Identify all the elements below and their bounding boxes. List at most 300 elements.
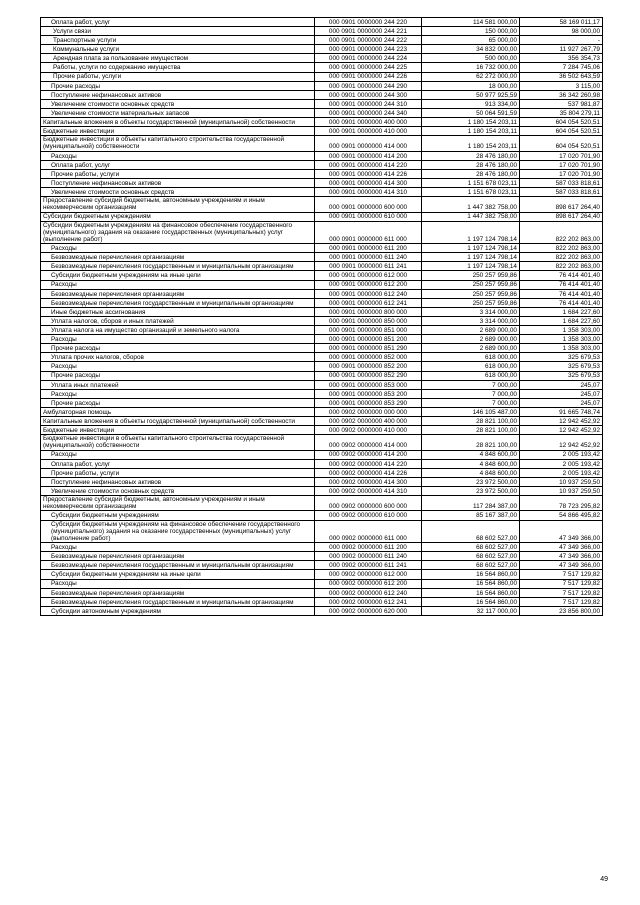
row-code-cell: 000 0901 0000000 853 290 xyxy=(315,398,422,407)
table-row xyxy=(41,253,603,262)
row-fact-cell: 604 054 520,51 xyxy=(520,127,603,136)
table-row xyxy=(41,570,603,579)
table-row xyxy=(41,371,603,380)
row-name-cell: Субсидии бюджетным учреждениям на финансовое обеспечение государственного (муниципального) задания на оказание государственных (муниципальных) услуг (выполнение работ) xyxy=(41,221,315,244)
row-code-cell: 000 0902 0000000 414 310 xyxy=(315,486,422,495)
row-fact-cell: 1 684 227,60 xyxy=(520,307,603,316)
row-plan-cell: 2 689 000,00 xyxy=(422,326,520,335)
row-plan-cell: 23 972 500,00 xyxy=(422,477,520,486)
row-code-cell: 000 0901 0000000 852 200 xyxy=(315,362,422,371)
row-plan-cell: 16 564 860,00 xyxy=(422,579,520,588)
row-code-cell: 000 0901 0000000 244 225 xyxy=(315,63,422,72)
row-name-cell: Оплата работ, услуг xyxy=(41,18,315,27)
row-code-cell: 000 0901 0000000 850 000 xyxy=(315,316,422,325)
row-fact-cell: 36 502 643,59 xyxy=(520,72,603,81)
row-code-cell: 000 0901 0000000 852 290 xyxy=(315,371,422,380)
row-name-cell: Амбулаторная помощь xyxy=(41,407,315,416)
table-row xyxy=(41,72,603,81)
row-plan-cell: 618 000,00 xyxy=(422,371,520,380)
row-plan-cell: 250 257 959,86 xyxy=(422,280,520,289)
row-code-cell: 000 0901 0000000 610 000 xyxy=(315,212,422,221)
row-code-cell: 000 0902 0000000 410 000 xyxy=(315,426,422,435)
row-plan-cell: 50 064 591,59 xyxy=(422,108,520,117)
row-fact-cell: 7 284 745,06 xyxy=(520,63,603,72)
table-row xyxy=(41,362,603,371)
table-row xyxy=(41,63,603,72)
row-plan-cell: 68 602 527,00 xyxy=(422,561,520,570)
table-row xyxy=(41,435,603,450)
table-body xyxy=(41,18,603,616)
table-row xyxy=(41,353,603,362)
row-name-cell: Безвозмездные перечисления организациям xyxy=(41,588,315,597)
row-code-cell: 000 0902 0000000 612 240 xyxy=(315,588,422,597)
row-code-cell: 000 0902 0000000 414 300 xyxy=(315,477,422,486)
row-fact-cell: 47 349 366,00 xyxy=(520,520,603,543)
row-fact-cell: 604 054 520,51 xyxy=(520,136,603,151)
row-plan-cell: 23 972 500,00 xyxy=(422,486,520,495)
row-fact-cell: 604 054 520,51 xyxy=(520,118,603,127)
row-code-cell: 000 0901 0000000 244 300 xyxy=(315,90,422,99)
row-name-cell: Субсидии бюджетным учреждениям на финансовое обеспечение государственного (муниципального) задания на оказание государственных (муниципальных) услуг (выполнение работ) xyxy=(41,520,315,543)
table-row xyxy=(41,468,603,477)
row-name-cell: Прочие расходы xyxy=(41,81,315,90)
row-plan-cell: 50 977 925,59 xyxy=(422,90,520,99)
row-name-cell: Увеличение стоимости материальных запасов xyxy=(41,108,315,117)
table-row xyxy=(41,108,603,117)
row-code-cell: 000 0901 0000000 852 000 xyxy=(315,353,422,362)
table-row xyxy=(41,18,603,27)
row-plan-cell: 250 257 959,86 xyxy=(422,271,520,280)
row-plan-cell: 1 180 154 203,11 xyxy=(422,127,520,136)
table-row xyxy=(41,579,603,588)
table-row xyxy=(41,459,603,468)
row-fact-cell: 12 942 452,92 xyxy=(520,416,603,425)
row-code-cell: 000 0901 0000000 853 000 xyxy=(315,380,422,389)
table-row xyxy=(41,136,603,151)
page-number: 49 xyxy=(600,876,608,883)
row-code-cell: 000 0901 0000000 244 290 xyxy=(315,81,422,90)
row-name-cell: Расходы xyxy=(41,579,315,588)
table-row xyxy=(41,426,603,435)
row-name-cell: Уплата иных платежей xyxy=(41,380,315,389)
table-row xyxy=(41,496,603,511)
row-fact-cell: 245,07 xyxy=(520,389,603,398)
row-fact-cell: 76 414 401,40 xyxy=(520,298,603,307)
row-plan-cell: 1 197 124 798,14 xyxy=(422,221,520,244)
row-name-cell: Бюджетные инвестиции в объекты капитального строительства государственной (муниципальной) собственности xyxy=(41,435,315,450)
row-fact-cell: 12 942 452,92 xyxy=(520,426,603,435)
row-code-cell: 000 0902 0000000 414 220 xyxy=(315,459,422,468)
row-fact-cell: 587 033 818,61 xyxy=(520,178,603,187)
row-name-cell: Капитальные вложения в объекты государственной (муниципальной) собственности xyxy=(41,118,315,127)
row-plan-cell: 250 257 959,86 xyxy=(422,289,520,298)
row-plan-cell: 28 476 180,00 xyxy=(422,160,520,169)
row-name-cell: Оплата работ, услуг xyxy=(41,459,315,468)
row-code-cell: 000 0901 0000000 611 200 xyxy=(315,244,422,253)
row-name-cell: Расходы xyxy=(41,389,315,398)
row-code-cell: 000 0902 0000000 620 000 xyxy=(315,606,422,615)
row-fact-cell: 3 115,00 xyxy=(520,81,603,90)
row-fact-cell: 2 005 193,42 xyxy=(520,450,603,459)
row-plan-cell: 150 000,00 xyxy=(422,27,520,36)
row-code-cell: 000 0901 0000000 612 241 xyxy=(315,298,422,307)
row-plan-cell: 68 602 527,00 xyxy=(422,552,520,561)
row-code-cell: 000 0901 0000000 414 226 xyxy=(315,169,422,178)
row-plan-cell: 28 821 100,00 xyxy=(422,416,520,425)
row-code-cell: 000 0901 0000000 244 340 xyxy=(315,108,422,117)
row-name-cell: Расходы xyxy=(41,151,315,160)
table-row xyxy=(41,221,603,244)
row-name-cell: Субсидии автономным учреждениям xyxy=(41,606,315,615)
row-code-cell: 000 0902 0000000 000 000 xyxy=(315,407,422,416)
table-row xyxy=(41,244,603,253)
row-plan-cell: 618 000,00 xyxy=(422,362,520,371)
row-name-cell: Оплата работ, услуг xyxy=(41,160,315,169)
row-code-cell: 000 0901 0000000 851 200 xyxy=(315,335,422,344)
row-fact-cell: 7 517 129,82 xyxy=(520,579,603,588)
table-row xyxy=(41,520,603,543)
row-code-cell: 000 0901 0000000 853 200 xyxy=(315,389,422,398)
row-name-cell: Безвозмездные перечисления организациям xyxy=(41,253,315,262)
table-row xyxy=(41,90,603,99)
row-code-cell: 000 0901 0000000 611 240 xyxy=(315,253,422,262)
row-plan-cell: 4 848 600,00 xyxy=(422,468,520,477)
row-code-cell: 000 0901 0000000 244 223 xyxy=(315,45,422,54)
budget-execution-table xyxy=(40,17,603,616)
row-fact-cell: 822 202 863,00 xyxy=(520,262,603,271)
table-row xyxy=(41,416,603,425)
row-fact-cell: 76 414 401,40 xyxy=(520,289,603,298)
table-row xyxy=(41,326,603,335)
table-row xyxy=(41,407,603,416)
row-fact-cell: 822 202 863,00 xyxy=(520,221,603,244)
row-name-cell: Работы, услуги по содержанию имущества xyxy=(41,63,315,72)
table-row xyxy=(41,316,603,325)
row-code-cell: 000 0901 0000000 800 000 xyxy=(315,307,422,316)
row-code-cell: 000 0901 0000000 612 000 xyxy=(315,271,422,280)
row-plan-cell: 1 180 154 203,11 xyxy=(422,136,520,151)
row-name-cell: Безвозмездные перечисления организациям xyxy=(41,289,315,298)
table-row xyxy=(41,169,603,178)
row-fact-cell: 23 856 800,00 xyxy=(520,606,603,615)
row-fact-cell: - xyxy=(520,36,603,45)
row-fact-cell: 325 679,53 xyxy=(520,371,603,380)
row-code-cell: 000 0902 0000000 600 000 xyxy=(315,496,422,511)
row-name-cell: Коммунальные услуги xyxy=(41,45,315,54)
row-name-cell: Прочие расходы xyxy=(41,398,315,407)
row-name-cell: Поступление нефинансовых активов xyxy=(41,90,315,99)
row-code-cell: 000 0901 0000000 244 224 xyxy=(315,54,422,63)
row-fact-cell: 17 020 701,90 xyxy=(520,169,603,178)
row-name-cell: Капитальные вложения в объекты государственной (муниципальной) собственности xyxy=(41,416,315,425)
row-code-cell: 000 0902 0000000 612 241 xyxy=(315,597,422,606)
row-code-cell: 000 0901 0000000 612 200 xyxy=(315,280,422,289)
row-plan-cell: 28 821 100,00 xyxy=(422,426,520,435)
row-plan-cell: 1 447 382 758,00 xyxy=(422,212,520,221)
row-name-cell: Прочие работы, услуги xyxy=(41,468,315,477)
row-code-cell: 000 0901 0000000 244 226 xyxy=(315,72,422,81)
row-name-cell: Арендная плата за пользование имуществом xyxy=(41,54,315,63)
row-name-cell: Субсидии бюджетным учреждениям на иные цели xyxy=(41,570,315,579)
row-name-cell: Прочие расходы xyxy=(41,344,315,353)
row-fact-cell: 537 981,87 xyxy=(520,99,603,108)
table-row xyxy=(41,486,603,495)
row-fact-cell: 325 679,53 xyxy=(520,353,603,362)
row-fact-cell: 76 414 401,40 xyxy=(520,271,603,280)
table-row xyxy=(41,335,603,344)
row-name-cell: Расходы xyxy=(41,335,315,344)
row-plan-cell: 32 117 000,00 xyxy=(422,606,520,615)
row-fact-cell: 17 020 701,90 xyxy=(520,160,603,169)
row-name-cell: Поступление нефинансовых активов xyxy=(41,178,315,187)
row-code-cell: 000 0901 0000000 414 220 xyxy=(315,160,422,169)
row-fact-cell: 47 349 366,00 xyxy=(520,561,603,570)
table-row xyxy=(41,54,603,63)
row-plan-cell: 68 602 527,00 xyxy=(422,543,520,552)
row-name-cell: Бюджетные инвестиции xyxy=(41,127,315,136)
row-code-cell: 000 0902 0000000 414 000 xyxy=(315,435,422,450)
row-fact-cell: 245,07 xyxy=(520,398,603,407)
table-row xyxy=(41,197,603,212)
row-name-cell: Субсидии бюджетным учреждениям на иные цели xyxy=(41,271,315,280)
row-plan-cell: 618 000,00 xyxy=(422,353,520,362)
row-code-cell: 000 0901 0000000 611 000 xyxy=(315,221,422,244)
row-plan-cell: 1 197 124 798,14 xyxy=(422,253,520,262)
row-code-cell: 000 0901 0000000 244 310 xyxy=(315,99,422,108)
row-name-cell: Предоставление субсидий бюджетным, автономным учреждениям и иным некоммерческим организациям xyxy=(41,197,315,212)
row-plan-cell: 68 602 527,00 xyxy=(422,520,520,543)
table-row xyxy=(41,344,603,353)
row-plan-cell: 65 000,00 xyxy=(422,36,520,45)
row-fact-cell: 822 202 863,00 xyxy=(520,244,603,253)
row-name-cell: Расходы xyxy=(41,543,315,552)
row-code-cell: 000 0901 0000000 611 241 xyxy=(315,262,422,271)
row-code-cell: 000 0901 0000000 851 290 xyxy=(315,344,422,353)
row-plan-cell: 1 151 678 023,11 xyxy=(422,178,520,187)
row-fact-cell: 91 665 748,74 xyxy=(520,407,603,416)
row-name-cell: Увеличение стоимости основных средств xyxy=(41,99,315,108)
row-name-cell: Уплата прочих налогов, сборов xyxy=(41,353,315,362)
row-fact-cell: 1 684 227,60 xyxy=(520,316,603,325)
row-plan-cell: 1 180 154 203,11 xyxy=(422,118,520,127)
table-row xyxy=(41,151,603,160)
row-fact-cell: 7 517 129,82 xyxy=(520,597,603,606)
report-page xyxy=(40,17,602,616)
row-name-cell: Безвозмездные перечисления государственным и муниципальным организациям xyxy=(41,561,315,570)
row-code-cell: 000 0902 0000000 414 200 xyxy=(315,450,422,459)
row-code-cell: 000 0902 0000000 611 200 xyxy=(315,543,422,552)
row-fact-cell: 36 342 260,98 xyxy=(520,90,603,99)
row-fact-cell: 11 927 267,79 xyxy=(520,45,603,54)
row-name-cell: Безвозмездные перечисления организациям xyxy=(41,552,315,561)
row-name-cell: Бюджетные инвестиции в объекты капитального строительства государственной (муниципальной) собственности xyxy=(41,136,315,151)
table-row xyxy=(41,262,603,271)
table-row xyxy=(41,280,603,289)
row-plan-cell: 7 000,00 xyxy=(422,380,520,389)
row-plan-cell: 114 581 000,00 xyxy=(422,18,520,27)
table-row xyxy=(41,398,603,407)
table-row xyxy=(41,27,603,36)
row-plan-cell: 28 476 180,00 xyxy=(422,169,520,178)
row-fact-cell: 10 937 259,50 xyxy=(520,486,603,495)
row-code-cell: 000 0901 0000000 400 000 xyxy=(315,118,422,127)
row-plan-cell: 4 848 600,00 xyxy=(422,450,520,459)
row-plan-cell: 1 197 124 798,14 xyxy=(422,244,520,253)
row-name-cell: Иные бюджетные ассигнования xyxy=(41,307,315,316)
row-fact-cell: 898 617 264,40 xyxy=(520,212,603,221)
table-row xyxy=(41,380,603,389)
row-code-cell: 000 0901 0000000 244 222 xyxy=(315,36,422,45)
row-plan-cell: 1 151 678 023,11 xyxy=(422,188,520,197)
row-fact-cell: 98 000,00 xyxy=(520,27,603,36)
row-code-cell: 000 0902 0000000 610 000 xyxy=(315,511,422,520)
row-fact-cell: 325 679,53 xyxy=(520,362,603,371)
table-row xyxy=(41,307,603,316)
row-fact-cell: 7 517 129,82 xyxy=(520,588,603,597)
table-row xyxy=(41,118,603,127)
table-row xyxy=(41,212,603,221)
row-fact-cell: 58 169 011,17 xyxy=(520,18,603,27)
row-fact-cell: 17 020 701,90 xyxy=(520,151,603,160)
row-plan-cell: 16 564 860,00 xyxy=(422,588,520,597)
row-plan-cell: 117 284 387,00 xyxy=(422,496,520,511)
row-code-cell: 000 0901 0000000 244 220 xyxy=(315,18,422,27)
row-fact-cell: 2 005 193,42 xyxy=(520,468,603,477)
row-plan-cell: 1 447 382 758,00 xyxy=(422,197,520,212)
row-name-cell: Бюджетные инвестиции xyxy=(41,426,315,435)
row-name-cell: Прочие работы, услуги xyxy=(41,169,315,178)
table-row xyxy=(41,389,603,398)
row-fact-cell: 1 358 303,00 xyxy=(520,326,603,335)
row-name-cell: Безвозмездные перечисления государственным и муниципальным организациям xyxy=(41,597,315,606)
row-plan-cell: 3 314 000,00 xyxy=(422,316,520,325)
row-name-cell: Субсидии бюджетным учреждениям xyxy=(41,212,315,221)
row-name-cell: Уплата налога на имущество организаций и земельного налога xyxy=(41,326,315,335)
row-plan-cell: 62 272 000,00 xyxy=(422,72,520,81)
table-row xyxy=(41,36,603,45)
row-name-cell: Безвозмездные перечисления государственным и муниципальным организациям xyxy=(41,262,315,271)
row-code-cell: 000 0902 0000000 414 226 xyxy=(315,468,422,477)
table-row xyxy=(41,588,603,597)
row-name-cell: Транспортные услуги xyxy=(41,36,315,45)
row-fact-cell: 78 723 295,82 xyxy=(520,496,603,511)
row-fact-cell: 1 358 303,00 xyxy=(520,335,603,344)
row-code-cell: 000 0901 0000000 600 000 xyxy=(315,197,422,212)
row-name-cell: Прочие расходы xyxy=(41,371,315,380)
table-row xyxy=(41,160,603,169)
row-code-cell: 000 0901 0000000 410 000 xyxy=(315,127,422,136)
row-plan-cell: 3 314 000,00 xyxy=(422,307,520,316)
row-code-cell: 000 0902 0000000 612 200 xyxy=(315,579,422,588)
row-plan-cell: 7 000,00 xyxy=(422,389,520,398)
table-row xyxy=(41,188,603,197)
row-code-cell: 000 0902 0000000 612 000 xyxy=(315,570,422,579)
row-name-cell: Расходы xyxy=(41,280,315,289)
table-row xyxy=(41,45,603,54)
row-name-cell: Прочие работы, услуги xyxy=(41,72,315,81)
row-code-cell: 000 0902 0000000 611 240 xyxy=(315,552,422,561)
row-fact-cell: 76 414 401,40 xyxy=(520,280,603,289)
table-row xyxy=(41,178,603,187)
row-plan-cell: 16 564 860,00 xyxy=(422,570,520,579)
row-plan-cell: 913 334,00 xyxy=(422,99,520,108)
row-plan-cell: 34 832 000,00 xyxy=(422,45,520,54)
row-name-cell: Расходы xyxy=(41,450,315,459)
row-fact-cell: 2 005 193,42 xyxy=(520,459,603,468)
table-row xyxy=(41,81,603,90)
row-name-cell: Безвозмездные перечисления государственным и муниципальным организациям xyxy=(41,298,315,307)
row-code-cell: 000 0901 0000000 851 000 xyxy=(315,326,422,335)
row-name-cell: Уплата налогов, сборов и иных платежей xyxy=(41,316,315,325)
row-fact-cell: 12 942 452,92 xyxy=(520,435,603,450)
row-code-cell: 000 0901 0000000 414 200 xyxy=(315,151,422,160)
row-fact-cell: 587 033 818,61 xyxy=(520,188,603,197)
row-name-cell: Услуги связи xyxy=(41,27,315,36)
row-plan-cell: 1 197 124 798,14 xyxy=(422,262,520,271)
table-row xyxy=(41,561,603,570)
row-plan-cell: 500 000,00 xyxy=(422,54,520,63)
row-name-cell: Поступление нефинансовых активов xyxy=(41,477,315,486)
row-plan-cell: 2 689 000,00 xyxy=(422,335,520,344)
row-name-cell: Увеличение стоимости основных средств xyxy=(41,188,315,197)
row-plan-cell: 146 105 487,00 xyxy=(422,407,520,416)
row-plan-cell: 250 257 959,86 xyxy=(422,298,520,307)
row-fact-cell: 54 866 495,82 xyxy=(520,511,603,520)
row-plan-cell: 16 732 000,00 xyxy=(422,63,520,72)
row-plan-cell: 7 000,00 xyxy=(422,398,520,407)
row-fact-cell: 47 349 366,00 xyxy=(520,552,603,561)
row-plan-cell: 85 167 387,00 xyxy=(422,511,520,520)
row-code-cell: 000 0902 0000000 400 000 xyxy=(315,416,422,425)
row-plan-cell: 4 848 600,00 xyxy=(422,459,520,468)
table-row xyxy=(41,477,603,486)
row-fact-cell: 822 202 863,00 xyxy=(520,253,603,262)
row-fact-cell: 245,07 xyxy=(520,380,603,389)
table-row xyxy=(41,298,603,307)
row-code-cell: 000 0902 0000000 611 241 xyxy=(315,561,422,570)
row-code-cell: 000 0902 0000000 611 000 xyxy=(315,520,422,543)
row-fact-cell: 356 354,73 xyxy=(520,54,603,63)
row-plan-cell: 28 476 180,00 xyxy=(422,151,520,160)
table-row xyxy=(41,606,603,615)
row-fact-cell: 47 349 366,00 xyxy=(520,543,603,552)
table-row xyxy=(41,543,603,552)
row-code-cell: 000 0901 0000000 414 300 xyxy=(315,178,422,187)
row-name-cell: Предоставление субсидий бюджетным, автономным учреждениям и иным некоммерческим организациям xyxy=(41,496,315,511)
row-code-cell: 000 0901 0000000 414 310 xyxy=(315,188,422,197)
row-code-cell: 000 0901 0000000 244 221 xyxy=(315,27,422,36)
row-fact-cell: 10 937 259,50 xyxy=(520,477,603,486)
table-row xyxy=(41,289,603,298)
row-plan-cell: 2 689 000,00 xyxy=(422,344,520,353)
row-plan-cell: 28 821 100,00 xyxy=(422,435,520,450)
row-fact-cell: 898 617 264,40 xyxy=(520,197,603,212)
row-code-cell: 000 0901 0000000 414 000 xyxy=(315,136,422,151)
row-name-cell: Расходы xyxy=(41,362,315,371)
row-plan-cell: 18 000,00 xyxy=(422,81,520,90)
row-name-cell: Увеличение стоимости основных средств xyxy=(41,486,315,495)
table-row xyxy=(41,271,603,280)
row-fact-cell: 1 358 303,00 xyxy=(520,344,603,353)
table-row xyxy=(41,511,603,520)
row-name-cell: Расходы xyxy=(41,244,315,253)
row-plan-cell: 16 564 860,00 xyxy=(422,597,520,606)
table-row xyxy=(41,552,603,561)
row-code-cell: 000 0901 0000000 612 240 xyxy=(315,289,422,298)
row-fact-cell: 35 804 279,11 xyxy=(520,108,603,117)
table-row xyxy=(41,127,603,136)
table-row xyxy=(41,597,603,606)
